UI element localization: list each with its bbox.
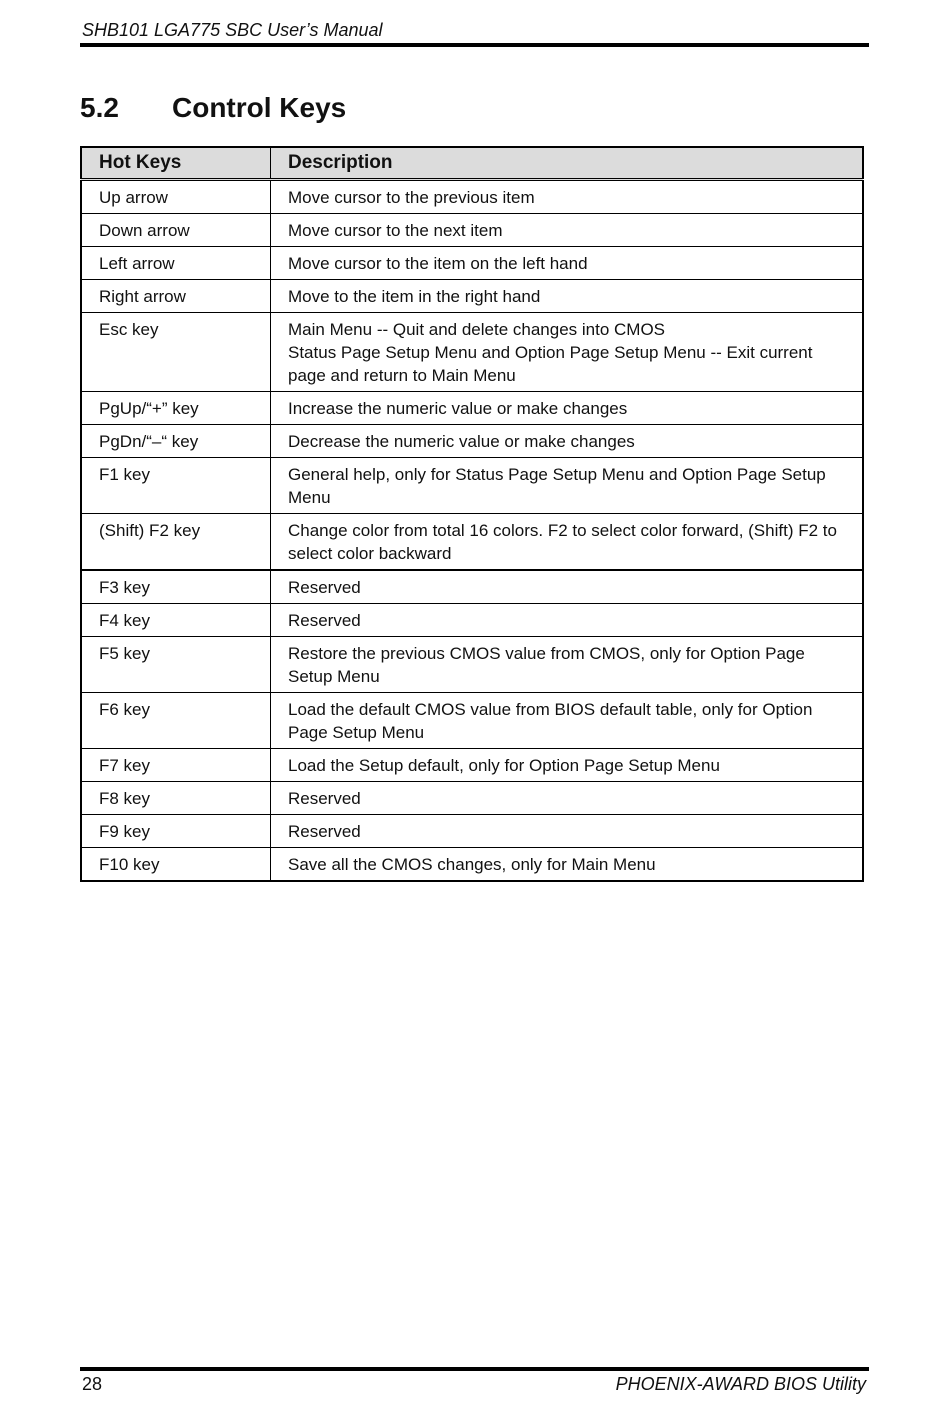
description-cell [271,848,864,882]
table-row [81,848,863,882]
hot-key-cell: F10 key [81,848,271,882]
description-text: Increase the numeric value or make changes [288,399,628,418]
description-cell [271,392,864,425]
description-cell [271,604,864,637]
description-cell [271,247,864,280]
hot-key-cell: F9 key [81,815,271,848]
description-text: Decrease the numeric value or make changes [288,432,635,451]
description-text: Load the Setup default, only for Option Page Setup Menu [288,756,720,775]
description-text: Move cursor to the next item [288,221,503,240]
control-keys-table [80,146,864,882]
table-row [81,693,863,749]
table-row [81,280,863,313]
running-header-title: SHB101 LGA775 SBC User’s Manual [82,20,383,40]
column-header-description: Description [271,147,864,180]
footer-rule [80,1367,869,1371]
column-header-hot-keys: Hot Keys [81,147,271,180]
description-cell [271,425,864,458]
description-cell [271,280,864,313]
table-header-row [81,147,863,180]
description-text: Save all the CMOS changes, only for Main Menu [288,855,656,874]
table-row [81,392,863,425]
description-cell [271,458,864,514]
hot-key-cell: F8 key [81,782,271,815]
section-title: Control Keys [172,92,347,123]
table-row [81,637,863,693]
table-row [81,604,863,637]
description-cell [271,214,864,247]
header-rule [80,43,869,47]
table-row [81,782,863,815]
table-row [81,247,863,280]
page-number: 28 [82,1374,103,1394]
description-cell [271,749,864,782]
hot-key-cell: F4 key [81,604,271,637]
description-text: Reserved [288,822,361,841]
hot-key-cell: Up arrow [81,180,271,214]
table-row [81,815,863,848]
description-cell [271,815,864,848]
description-text: Change color from total 16 colors. F2 to select color forward, (Shift) F2 to select color backward [288,521,837,563]
description-text: Move cursor to the previous item [288,188,535,207]
hot-key-cell: PgUp/“+” key [81,392,271,425]
table-row [81,180,863,214]
hot-key-cell: Esc key [81,313,271,392]
description-text: Status Page Setup Menu and Option Page Setup Menu -- Exit current page and return to Main Menu [288,343,813,385]
table-row [81,514,863,571]
hot-key-cell: Right arrow [81,280,271,313]
table-row [81,313,863,392]
table-row [81,570,863,604]
hot-key-cell: F5 key [81,637,271,693]
description-text: Move cursor to the item on the left hand [288,254,588,273]
table-row [81,214,863,247]
hot-key-cell: (Shift) F2 key [81,514,271,571]
description-text: Restore the previous CMOS value from CMOS, only for Option Page Setup Menu [288,644,805,686]
description-text: Load the default CMOS value from BIOS default table, only for Option Page Setup Menu [288,700,813,742]
description-text: Reserved [288,578,361,597]
description-cell [271,514,864,571]
section-number: 5.2 [80,92,119,123]
description-text: Reserved [288,789,361,808]
running-footer-title: PHOENIX-AWARD BIOS Utility [615,1374,866,1394]
table-row [81,425,863,458]
hot-key-cell: Left arrow [81,247,271,280]
hot-key-cell: F1 key [81,458,271,514]
table-row [81,749,863,782]
description-cell [271,637,864,693]
description-cell [271,313,864,392]
description-cell [271,180,864,214]
hot-key-cell: Down arrow [81,214,271,247]
hot-key-cell: F7 key [81,749,271,782]
description-text: Main Menu -- Quit and delete changes into CMOS [288,320,666,339]
hot-key-cell: F3 key [81,570,271,604]
description-cell [271,782,864,815]
description-cell [271,693,864,749]
section-heading [80,92,346,124]
table-row [81,458,863,514]
description-cell [271,570,864,604]
description-text: General help, only for Status Page Setup Menu and Option Page Setup Menu [288,465,826,507]
hot-key-cell: PgDn/“–“ key [81,425,271,458]
description-text: Move to the item in the right hand [288,287,541,306]
hot-key-cell: F6 key [81,693,271,749]
table-body [81,180,863,882]
description-text: Reserved [288,611,361,630]
